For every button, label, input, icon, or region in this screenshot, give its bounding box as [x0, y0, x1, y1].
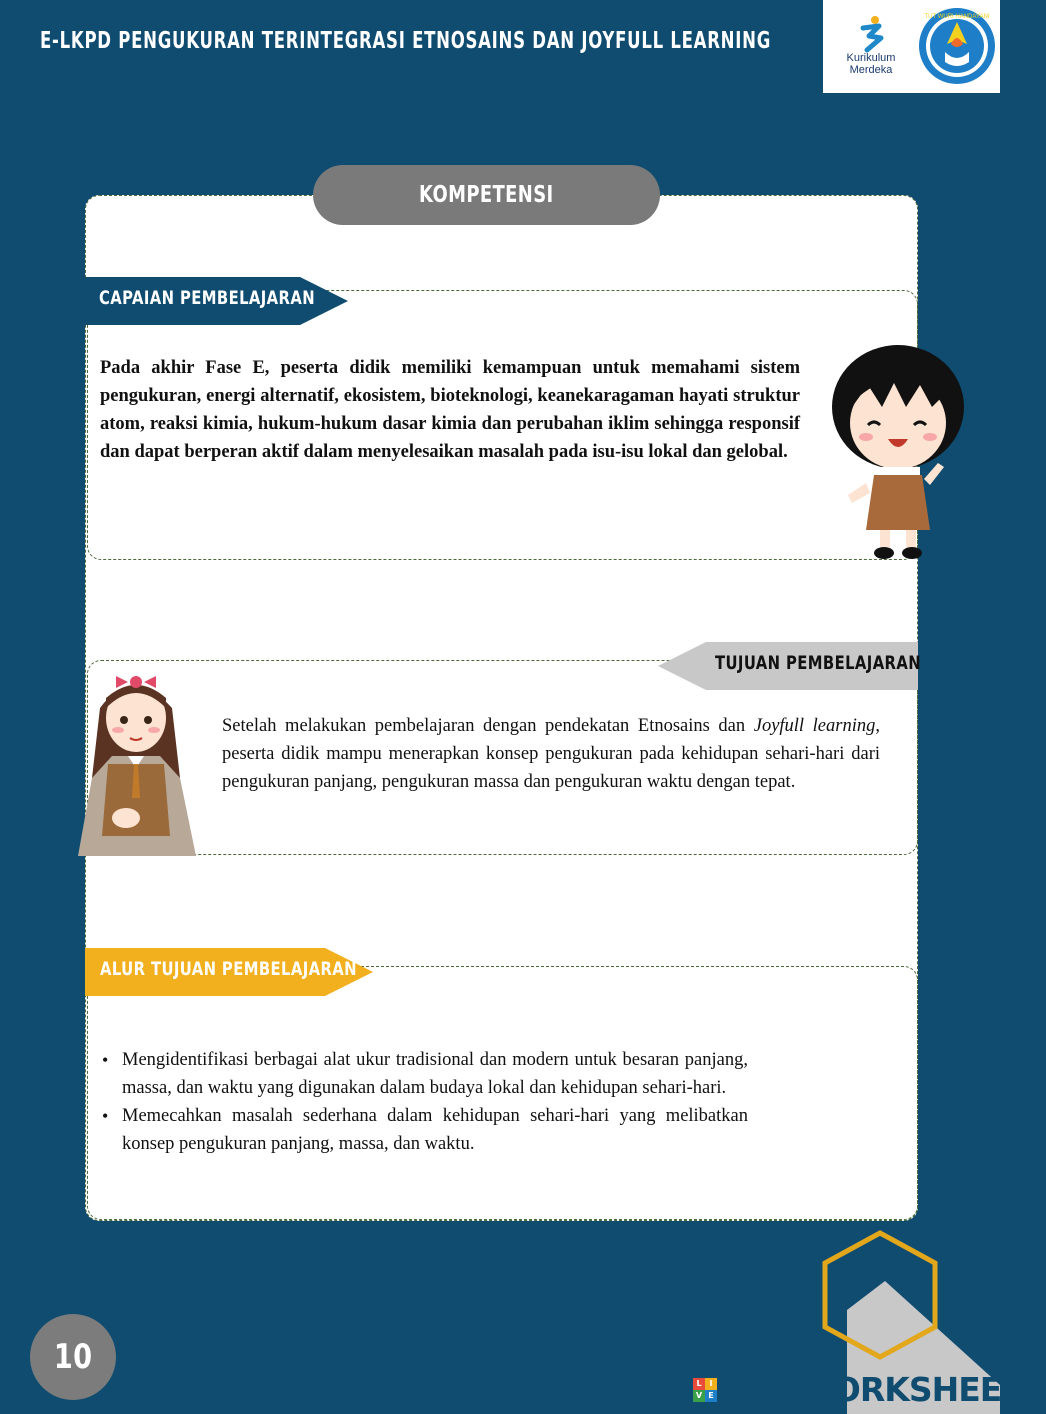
alur-list	[102, 1046, 748, 1158]
capaian-label: CAPAIAN PEMBELAJARAN	[99, 287, 315, 309]
alur-label: ALUR TUJUAN PEMBELAJARAN	[100, 958, 357, 980]
tujuan-text-part2: , peserta didik mampu menerapkan konsep pengukuran pada kehidupan sehari-hari dari pengukuran panjang, pengukuran massa dan pengukuran waktu dengan tepat.	[222, 716, 880, 792]
girl-character-icon	[828, 345, 973, 565]
kurikulum-logo-line2: Merdeka	[849, 64, 893, 76]
cube-letter: V	[693, 1390, 705, 1402]
page-number-badge	[30, 1314, 116, 1400]
alur-list-container	[102, 1046, 748, 1158]
kompetensi-title: KOMPETENSI	[419, 182, 554, 208]
alur-list-item: • Mengidentifikasi berbagai alat ukur tradisional dan modern untuk besaran panjang, massa, dan waktu yang digunakan dalam budaya lokal dan kehidupan sehari-hari.	[122, 1046, 748, 1102]
alur-list-item: • Memecahkan masalah sederhana dalam kehidupan sehari-hari yang melibatkan konsep pengukuran panjang, massa, dan waktu.	[122, 1102, 748, 1158]
schoolgirl-character-icon	[72, 668, 202, 858]
capaian-text: Pada akhir Fase E, peserta didik memiliki kemampuan untuk memahami sistem pengukuran, energi alternatif, ekosistem, bioteknologi, keanekaragaman hayati struktur atom, reaksi kimia, hukum-hukum dasar kimia dan perubahan iklim sehingga responsif dan dapat berperan aktif dalam menyelesaikan masalah pada isu-isu lokal dan gelobal.	[100, 358, 800, 462]
liveworksheets-brand[interactable]: LIVEWORKSHEETS	[720, 1370, 1046, 1409]
tujuan-text	[222, 712, 880, 796]
kompetensi-title-pill	[313, 165, 660, 225]
tutwuri-logo-text: TUT WURI HANDAYANI	[924, 14, 990, 20]
tujuan-label: TUJUAN PEMBELAJARAN	[715, 652, 922, 674]
tujuan-text-italic: Joyfull learning	[753, 716, 876, 736]
cube-letter: L	[693, 1378, 705, 1390]
page-number: 10	[53, 1337, 93, 1377]
tut-wuri-handayani-logo	[917, 2, 999, 90]
page-header-title: E-LKPD PENGUKURAN TERINTEGRASI ETNOSAINS DAN JOYFULL LEARNING	[40, 28, 772, 54]
cube-letter: I	[705, 1378, 717, 1390]
logo-panel	[823, 0, 1000, 93]
cube-letter: E	[705, 1390, 717, 1402]
liveworksheets-cube-icon	[693, 1378, 717, 1402]
kurikulum-logo-line1: Kurikulum	[846, 52, 896, 64]
tujuan-text-part1: Setelah melakukan pembelajaran dengan pendekatan Etnosains dan	[222, 716, 754, 736]
